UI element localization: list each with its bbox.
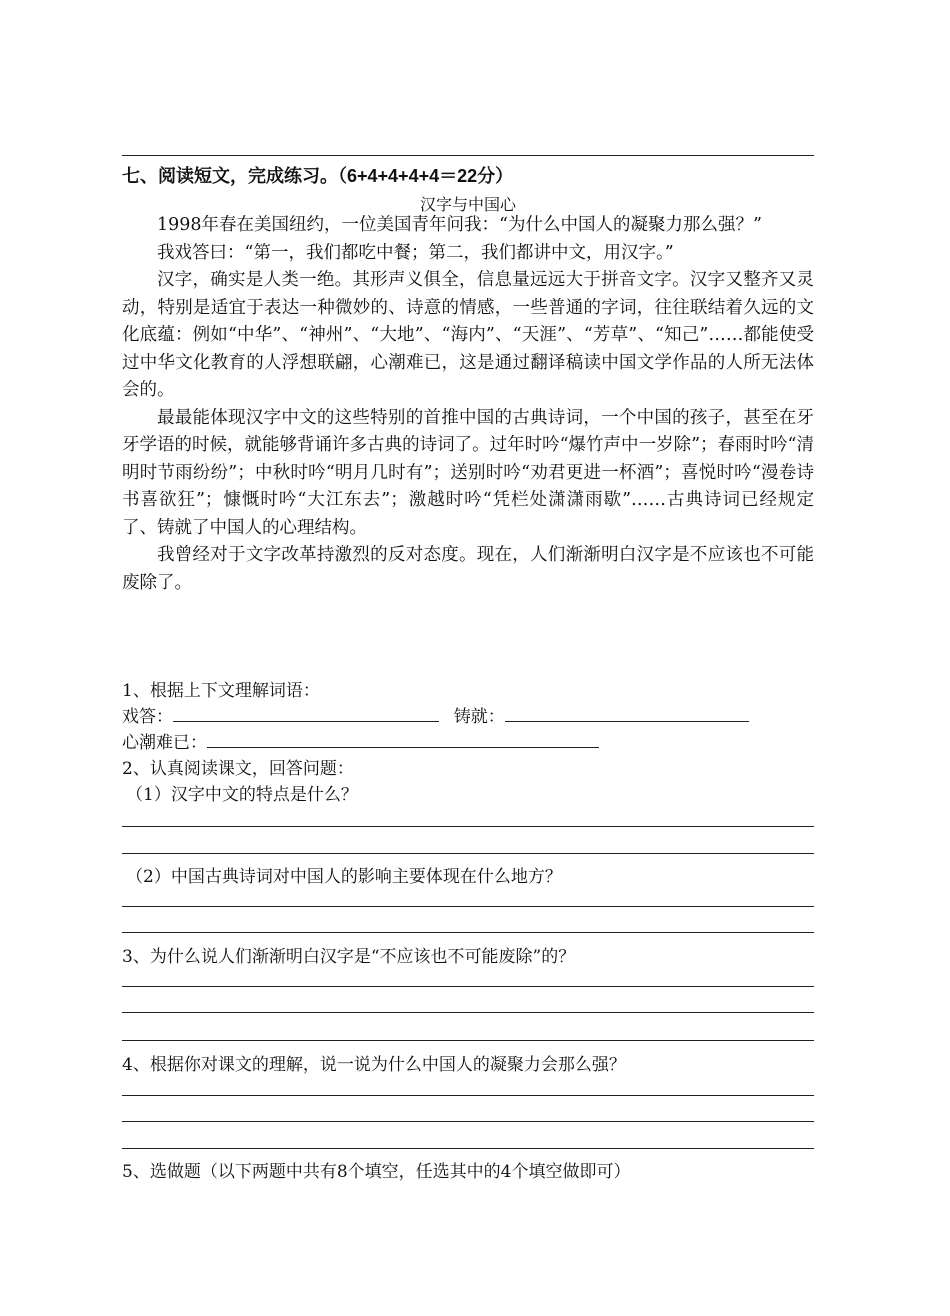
answer-line[interactable] [122,1040,814,1041]
passage-paragraph: 1998年春在美国纽约，一位美国青年问我：“为什么中国人的凝聚力那么强？” [157,215,762,235]
answer-line[interactable] [122,826,814,827]
passage [122,212,814,597]
word-label-zhujiu: 铸就： [453,707,505,727]
word-label-xinchaonanyi: 心潮难已： [122,733,207,753]
passage-paragraph: 最最能体现汉字中文的这些特别的首推中国的古典诗词，一个中国的孩子，甚至在牙牙学语的时候，就能够背诵许多古典的诗词了。过年时吟“爆竹声中一岁除”；春雨时吟“清明时节雨纷纷”；中秋时吟“明月几时有”；送别时吟“劝君更进一杯酒”；喜悦时吟“漫卷诗书喜欲狂”；慷慨时吟“大江东去”；激越时吟“凭栏处潇潇雨歇”……古典诗词已经规定了、铸就了中国人的心理结构。 [122,407,814,538]
section-heading: 七、阅读短文，完成练习。（6+4+4+4+4＝22分） [122,166,514,186]
top-rule [122,155,814,156]
question-2: 2、认真阅读课文，回答问题： [122,759,354,779]
answer-line[interactable] [122,932,814,933]
answer-line[interactable] [122,853,814,854]
question-2-2: （2）中国古典诗词对中国人的影响主要体现在什么地方？ [126,867,562,887]
question-3: 3、为什么说人们渐渐明白汉字是“不应该也不可能废除”的？ [122,947,576,967]
question-1-word3-row [122,728,599,753]
question-4: 4、根据你对课文的理解，说一说为什么中国人的凝聚力会那么强？ [122,1055,626,1075]
answer-line[interactable] [122,1012,814,1013]
question-5: 5、选做题（以下两题中共有8个填空，任选其中的4个填空做即可） [122,1162,631,1182]
answer-line[interactable] [122,1095,814,1096]
answer-line[interactable] [122,1148,814,1149]
question-2-1: （1）汉字中文的特点是什么？ [126,785,358,805]
passage-title: 汉字与中国心 [419,195,516,214]
answer-line[interactable] [122,986,814,987]
question-1-words-row [122,702,749,727]
answer-line[interactable] [122,1121,814,1122]
answer-blank-xinchaonanyi[interactable] [207,731,599,748]
answer-line[interactable] [122,906,814,907]
passage-paragraph: 我戏答曰：“第一，我们都吃中餐；第二，我们都讲中文，用汉字。” [157,242,674,263]
passage-paragraph: 我曾经对于文字改革持激烈的反对态度。现在，人们渐渐明白汉字是不应该也不可能废除了。 [122,545,814,593]
answer-blank-xida[interactable] [173,705,439,722]
answer-blank-zhujiu[interactable] [505,705,749,722]
question-1: 1、根据上下文理解词语： [122,681,320,701]
word-label-xida: 戏答： [122,707,173,727]
passage-paragraph: 汉字，确实是人类一绝。其形声义俱全，信息量远远大于拼音文字。汉字又整齐又灵动，特别是适宜于表达一种微妙的、诗意的情感，一些普通的字词，往往联结着久远的文化底蕴：例如“中华”、“神州”、“大地”、“海内”、“天涯”、“芳草”、“知己”……都能使受过中华文化教育的人浮想联翩，心潮难已，这是通过翻译稿读中国文学作品的人所无法体会的。 [122,270,814,400]
